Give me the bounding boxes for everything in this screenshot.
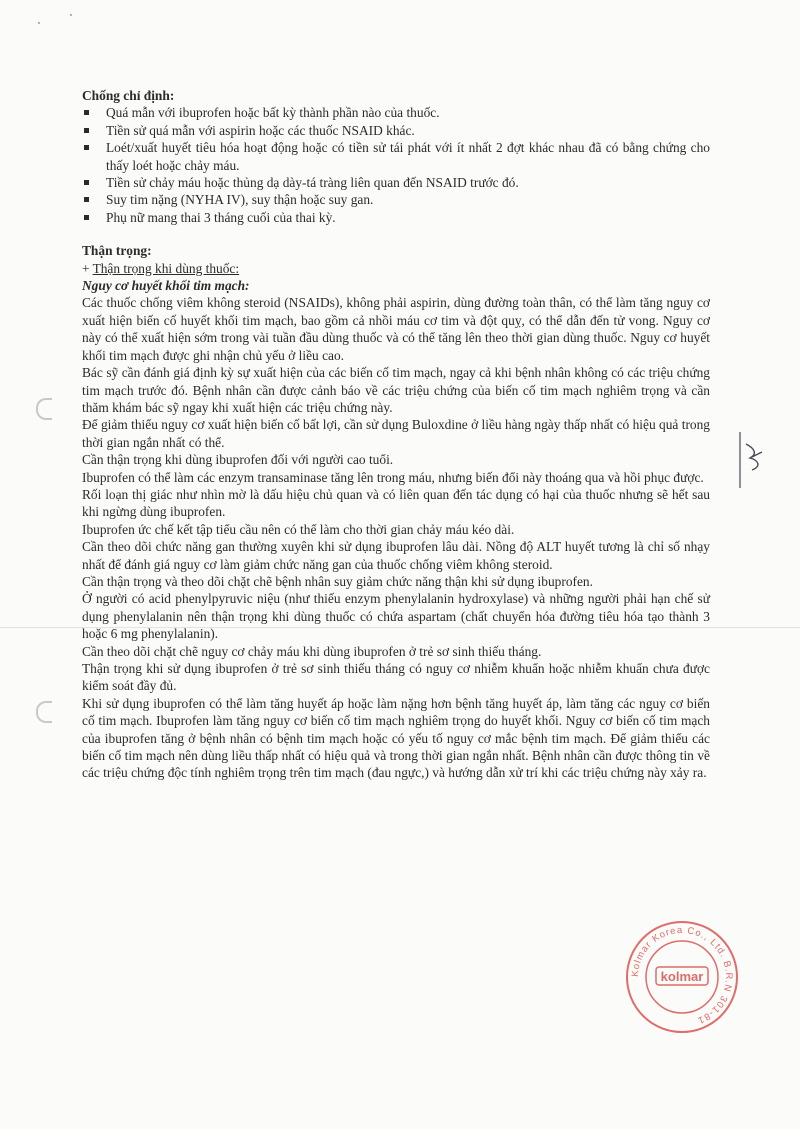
paragraph: Cần theo dõi chặt chẽ nguy cơ chảy máu khi dùng ibuprofen ở trẻ sơ sinh thiếu tháng. [82,643,542,659]
paragraph: Ibuprofen có thể làm các enzym transaminase tăng lên trong máu, nhưng biến đổi này thoáng qua và hồi phục được. [82,469,704,485]
paragraph: Cần thận trọng và theo dõi chặt chẽ bệnh nhân suy giảm chức năng thận khi sử dụng ibuprofen. [82,573,593,589]
punch-hole [36,701,52,723]
list-item: Suy tim nặng (NYHA IV), suy thận hoặc suy gan. [82,191,710,208]
paragraph: Ở người có acid phenylpyruvic niệu (như thiếu enzym phenylalanin hydroxylase) và những người phải hạn chế sử dụng phenylalanin nên thận trọng khi dùng thuốc có chứa aspartam (chất chuyển hóa đường tiêu hóa tạo thành 3 hoặc 6 mg phenylalanin). [82,591,710,642]
scan-speck [38,22,40,24]
cardiovascular-risk-heading: Nguy cơ huyết khối tim mạch: [82,278,250,294]
list-item: Tiền sử chảy máu hoặc thủng dạ dày-tá tràng liên quan đến NSAID trước đó. [82,174,710,191]
paragraph: Khi sử dụng ibuprofen có thể làm tăng huyết áp hoặc làm nặng hơn bệnh tăng huyết áp, làm tăng các nguy cơ biến cố tim mạch. Ibuprofen làm tăng nguy cơ biến cố tim mạch nghiêm trọng do huyết khối. Nguy cơ biến cố tim mạch của ibuprofen tăng ở bệnh nhân có bệnh tim mạch hoặc có yếu tố nguy cơ mắc bệnh tim mạch. Để giảm thiểu các biến cố tim mạch nên dùng liều thấp nhất có hiệu quả và trong thời gian ngắn nhất. Bệnh nhân cần được thông tin về các triệu chứng độc tính nghiêm trọng trên tim mạch (đau ngực,) và hướng dẫn xử trí khi các triệu chứng này xảy ra. [82,695,710,781]
signature-mark [728,430,768,490]
paragraph: Để giảm thiểu nguy cơ xuất hiện biến cố bất lợi, cần sử dụng Buloxdine ở liều hàng ngày thấp nhất có hiệu quả trong thời gian ngắn nhất có thể. [82,417,710,450]
precautions-subheading [82,260,710,277]
list-item: Tiền sử quá mẫn với aspirin hoặc các thuốc NSAID khác. [82,122,710,139]
subheading-text: Thận trọng khi dùng thuốc: [92,260,240,276]
paragraph: Bác sỹ cần đánh giá định kỳ sự xuất hiện của các biến cố tim mạch, ngay cả khi bệnh nhân không có các triệu chứng tim mạch trước đó. Bệnh nhân cần được cảnh báo về các triệu chứng của biến cố tim mạch nghiêm trọng và cần thăm khám bác sỹ ngay khi xuất hiện các triệu chứng này. [82,365,710,415]
paragraph: Ibuprofen ức chế kết tập tiểu cầu nên có thể làm cho thời gian chảy máu kéo dài. [82,521,515,537]
precautions-heading: Thận trọng: [82,243,152,259]
list-item: Phụ nữ mang thai 3 tháng cuối của thai kỳ. [82,209,710,226]
paragraph: Các thuốc chống viêm không steroid (NSAIDs), không phải aspirin, dùng đường toàn thân, có thể làm tăng nguy cơ xuất hiện biến cố huyết khối tim mạch, bao gồm cả nhồi máu cơ tim và đột quỵ, có thể dẫn đến tử vong. Nguy cơ này có thể xuất hiện sớm trong vài tuần đầu dùng thuốc và có thể tăng lên theo thời gian dùng thuốc. Nguy cơ huyết khối tim mạch được ghi nhận chủ yếu ở liều cao. [82,295,710,363]
subheading-prefix: + [82,260,90,276]
stamp-ring-text: Kolmar Korea Co., Ltd. B.R.N 301-81 [629,924,735,1026]
contraindications-heading: Chống chỉ định: [82,88,175,103]
list-item: Loét/xuất huyết tiêu hóa hoạt động hoặc có tiền sử tái phát với ít nhất 2 đợt khác nhau đã có bằng chứng cho thấy loét hoặc chảy máu. [82,139,710,174]
company-stamp [622,917,742,1037]
paragraph: Rối loạn thị giác như nhìn mờ là dấu hiệu chủ quan và có liên quan đến tác dụng có hại của thuốc nhưng sẽ hết sau khi ngừng dùng ibuprofen. [82,486,710,520]
paragraph: Thận trọng khi sử dụng ibuprofen ở trẻ sơ sinh thiếu tháng có nguy cơ nhiễm khuẩn hoặc nhiễm khuẩn chưa được kiểm soát đầy đủ. [82,661,710,694]
scan-speck [70,14,72,16]
document-body [82,87,710,782]
paragraph: Cần theo dõi chức năng gan thường xuyên khi sử dụng ibuprofen lâu dài. Nồng độ ALT huyết tương là chỉ số nhạy nhất để đánh giá nguy cơ làm giảm chức năng gan của thuốc chống viêm không steroid. [82,539,710,572]
stamp-center-text: kolmar [660,969,704,984]
list-item: Quá mẫn với ibuprofen hoặc bất kỳ thành phần nào của thuốc. [82,104,710,121]
punch-hole [36,398,52,420]
contraindications-list [82,104,710,226]
paragraph: Cần thận trọng khi dùng ibuprofen đối với người cao tuổi. [82,452,394,468]
